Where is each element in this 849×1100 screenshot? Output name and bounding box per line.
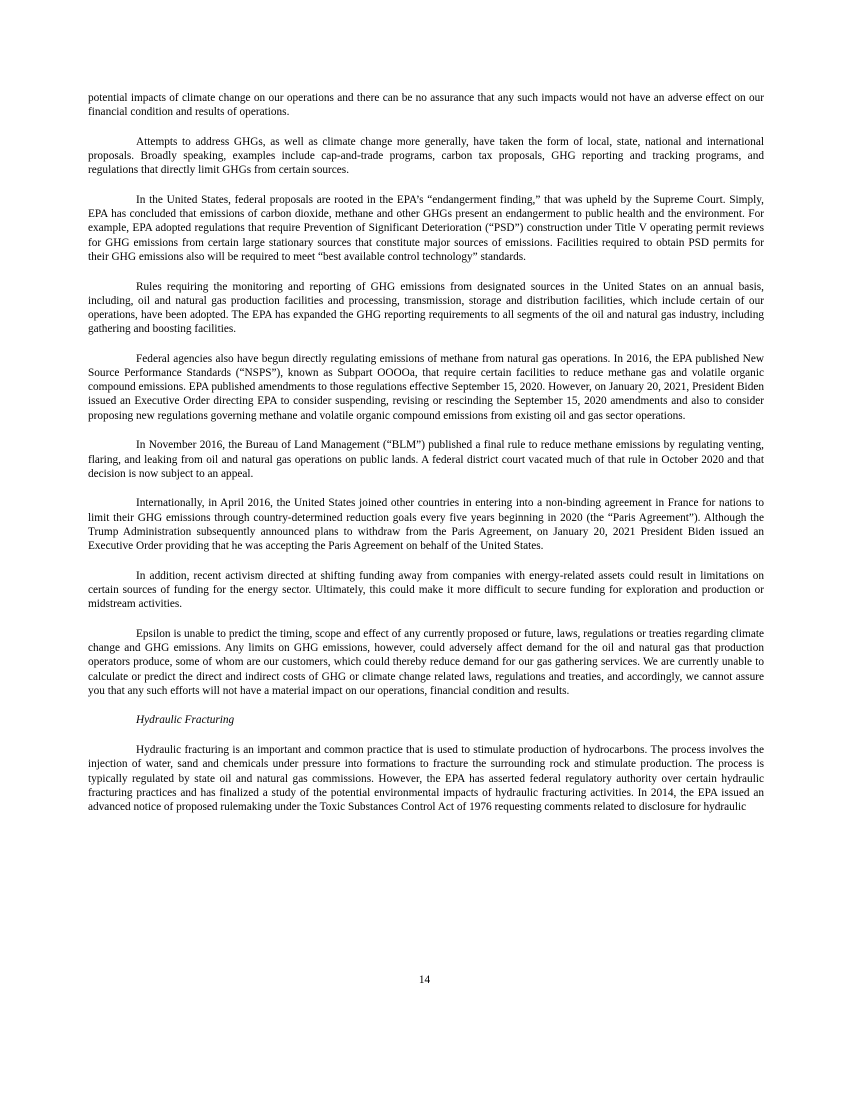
paragraph-blm-rule: In November 2016, the Bureau of Land Management (“BLM”) published a final rule to reduce methane emissions by regulating venting, flaring, and leaking from oil and natural gas operations on public lands. A federal district court vacated much of that rule in October 2020 and that decision is now subject to an appeal. — [88, 439, 764, 480]
document-page — [88, 91, 764, 830]
paragraph-continuation: potential impacts of climate change on our operations and there can be no assurance that any such impacts would not have an adverse effect on our financial condition and results of operations. — [88, 92, 764, 119]
section-heading-hydraulic-fracturing: Hydraulic Fracturing — [136, 714, 235, 727]
paragraph-activism-funding: In addition, recent activism directed at shifting funding away from companies with energy-related assets could result in limitations on certain sources of funding for the energy sector. Ultimately, this could make it more difficult to secure funding for exploration and production or midstream activities. — [88, 569, 764, 611]
paragraph-paris-agreement: Internationally, in April 2016, the United States joined other countries in entering into a non-binding agreement in France for nations to limit their GHG emissions through country-determined reduction goals every five years beginning in 2020 (the “Paris Agreement”). Although the Trump Administration subsequently announced plans to withdraw from the Paris Agreement, on January 20, 2021 President Biden issued an Executive Order providing that he was accepting the Paris Agreement on behalf of the United States. — [88, 497, 764, 553]
paragraph-hydraulic-fracturing: Hydraulic fracturing is an important and common practice that is used to stimulate production of hydrocarbons. The process involves the injection of water, sand and chemicals under pressure into formations to fracture the surrounding rock and stimulate production. The process is typically regulated by state oil and natural gas commissions. However, the EPA has asserted federal regulatory authority over certain hydraulic fracturing practices and has finalized a study of the potential environmental impacts of hydraulic fracturing activities. In 2014, the EPA issued an advanced notice of proposed rulemaking under the Toxic Substances Control Act of 1976 requesting comments related to disclosure for hydraulic — [88, 744, 764, 813]
paragraph-endangerment-finding: In the United States, federal proposals are rooted in the EPA’s “endangerment finding,” that was upheld by the Supreme Court. Simply, EPA has concluded that emissions of carbon dioxide, methane and other GHGs present an endangerment to public health and the environment. For example, EPA adopted regulations that require Prevention of Significant Deterioration (“PSD”) construction under Title V operating permit reviews for GHG emissions from certain large stationary sources that constitute major sources of emissions. Facilities required to obtain PSD permits for their GHG emissions also will be required to meet “best available control technology” standards. — [88, 194, 764, 263]
paragraph-monitoring-reporting: Rules requiring the monitoring and reporting of GHG emissions from designated sources in the United States on an annual basis, including, oil and natural gas production facilities and processing, transmission, storage and distribution facilities, which include certain of our operations, have been adopted. The EPA has expanded the GHG reporting requirements to all segments of the oil and natural gas industry, including gathering and boosting facilities. — [88, 280, 764, 336]
paragraph-epsilon-outlook: Epsilon is unable to predict the timing, scope and effect of any currently proposed or future, laws, regulations or treaties regarding climate change and GHG emissions. Any limits on GHG emissions, however, could adversely affect demand for the oil and natural gas that production operators produce, some of whom are our customers, which could thereby reduce demand for our gas gathering services. We are currently unable to calculate or predict the direct and indirect costs of GHG or climate change related laws, regulations and treaties, and accordingly, we cannot assure you that any such efforts will not have a material impact on our operations, financial condition and results. — [88, 627, 764, 697]
paragraph-methane-regulation: Federal agencies also have begun directly regulating emissions of methane from natural gas operations. In 2016, the EPA published New Source Performance Standards (“NSPS”), known as Subpart OOOOa, that require certain facilities to reduce methane gas and volatile organic compound emissions. EPA published amendments to those regulations effective September 15, 2020. However, on January 20, 2021, President Biden issued an Executive Order directing EPA to consider suspending, revising or rescinding the September 15, 2020 amendments and also to consider proposing new regulations governing methane and volatile organic compound emissions from existing oil and gas sector operations. — [88, 352, 764, 422]
paragraph-ghg-attempts: Attempts to address GHGs, as well as climate change more generally, have taken the form of local, state, national and international proposals. Broadly speaking, examples include cap-and-trade programs, carbon tax proposals, GHG reporting and tracking programs, and regulations that directly limit GHGs from certain sources. — [88, 135, 764, 177]
page-number: 14 — [418, 974, 431, 986]
